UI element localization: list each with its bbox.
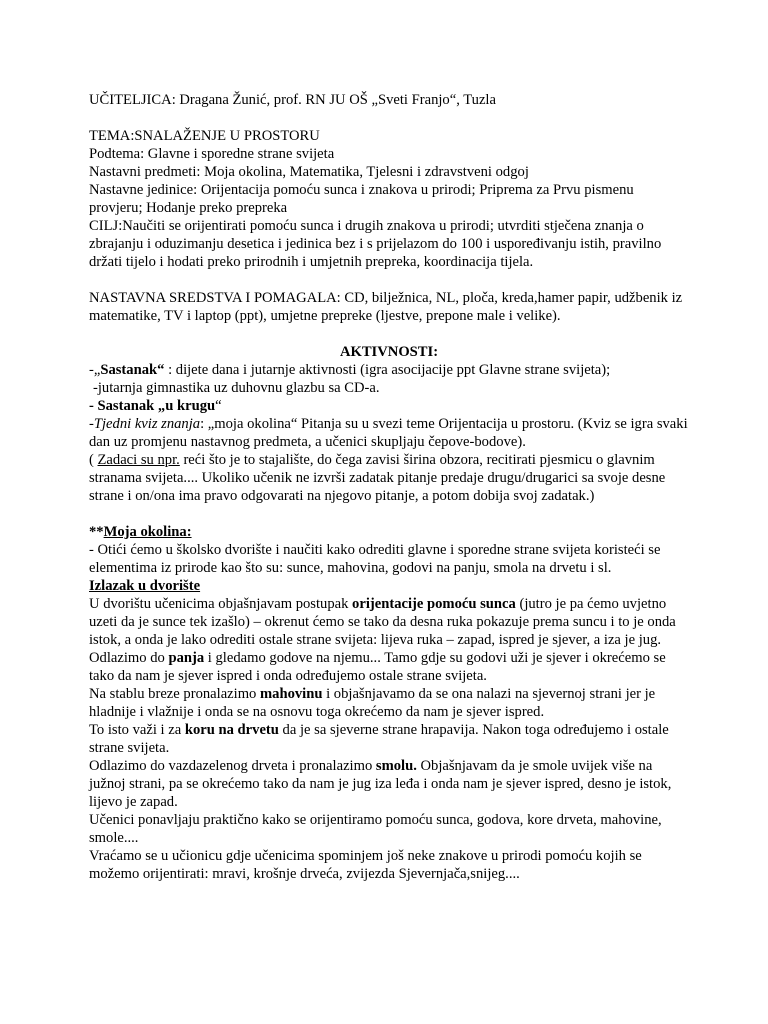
teacher-line: UČITELJICA: Dragana Žunić, prof. RN JU OŠ „Sveti Franjo“, Tuzla (89, 92, 496, 108)
sredstva-paragraph: NASTAVNA SREDSTVA I POMAGALA: CD, bilježnica, NL, ploča, kreda,hamer papir, udžbenik iz matematike, TV i laptop (ppt), umjetne prepreke (ljestve, prepone male i velike). (89, 290, 683, 324)
predmeti-line: Nastavni predmeti: Moja okolina, Matematika, Tjelesni i zdravstveni odgoj (89, 164, 529, 180)
sunce-paragraph: U dvorištu učenicima objašnjavam postupak orijentacije pomoću sunca (jutro je pa ćemo uvjetno uzeti da je sunce tek izašlo) – okrenut ćemo se tako da desna ruka pokazuje prema suncu i to je onda istok, a onda je lako odrediti ostale strane svijeta: lijeva ruka – zapad, ispred je sjever, a iza je jug. (89, 596, 676, 648)
oticicemo-paragraph: - Otići ćemo u školsko dvorište i naučiti kako odrediti glavne i sporedne strane svijeta koristeći se elementima iz prirode kao što su: sunce, mahovina, godovi na panju, smola na drvetu i sl. (89, 542, 661, 576)
sastanak-line: -„Sastanak“ : dijete dana i jutarnje aktivnosti (igra asocijacije ppt Glavne strane svijeta); (89, 362, 611, 378)
tema-line: TEMA:SNALAŽENJE U PROSTORU (89, 128, 320, 144)
ponavljanje-paragraph: Učenici ponavljaju praktično kako se orijentiramo pomoću sunca, godova, kore drveta, mahovine, smole.... (89, 812, 662, 846)
kviz-paragraph: -Tjedni kviz znanja: „moja okolina“ Pitanja su u svezi teme Orijentacija u prostoru. (Kviz se igra svaki dan uz promjenu nastavnog predmeta, a učenici skupljaju čepove-bodove). (89, 416, 688, 450)
podtema-line: Podtema: Glavne i sporedne strane svijeta (89, 146, 335, 162)
gimnastika-line: -jutarnja gimnastika uz duhovnu glazbu sa CD-a. (93, 380, 380, 396)
document-page (89, 91, 689, 883)
krug-line: - Sastanak „u krugu“ (89, 398, 222, 414)
panj-paragraph: Odlazimo do panja i gledamo godove na njemu... Tamo gdje su godovi uži je sjever i okrećemo se tako da nam je sjever ispred i onda određujemo ostale strane svijeta. (89, 650, 666, 684)
mahovina-paragraph: Na stablu breze pronalazimo mahovinu i objašnjavamo da se ona nalazi na sjevernoj strani jer je hladnije i vlažnije i onda se na osnovu toga okrećemo da nam je sjever ispred. (89, 686, 656, 720)
moja-okolina-heading: **Moja okolina: (89, 524, 192, 540)
cilj-paragraph: CILJ:Naučiti se orijentirati pomoću sunca i drugih znakova u prirodi; utvrditi stječena znanja o zbrajanju i oduzimanju desetica i jedinica bez i s prijelazom do 100 i uspoređivanju istih, pravilno držati tijelo i hodati preko prirodnih i umjetnih prepreka, koordinacija tijela. (89, 218, 662, 270)
smola-paragraph: Odlazimo do vazdazelenog drveta i pronalazimo smolu. Objašnjavam da je smole uvijek više na južnoj strani, pa se okrećemo tako da nam je jug iza leđa i onda nam je sjever ispred, desno je istok, lijevo je zapad. (89, 758, 672, 810)
izlazak-heading: Izlazak u dvorište (89, 578, 201, 594)
zadaci-paragraph: ( Zadaci su npr. reći što je to stajalište, do čega zavisi širina obzora, recitirati pjesmicu o glavnim stranama svijeta.... Ukoliko učenik ne izvrši zadatak pitanje predaje drugu/drugarici sa svoje desne strane i on/ona ima pravo odgovarati na njegovo pitanje, a potom dobija svoj zadatak.) (89, 452, 666, 504)
ucionica-paragraph: Vraćamo se u učionicu gdje učenicima spominjem još neke znakove u prirodi pomoću kojih se možemo orijentirati: mravi, krošnje drveća, zvijezda Sjevernjača,snijeg.... (89, 848, 642, 882)
aktivnosti-heading: AKTIVNOSTI: (339, 344, 439, 360)
jedinice-paragraph: Nastavne jedinice: Orijentacija pomoću sunca i znakova u prirodi; Priprema za Prvu pismenu provjeru; Hodanje preko prepreka (89, 182, 634, 216)
kora-paragraph: To isto važi i za koru na drvetu da je sa sjeverne strane hrapavija. Nakon toga određujemo i ostale strane svijeta. (89, 722, 669, 756)
